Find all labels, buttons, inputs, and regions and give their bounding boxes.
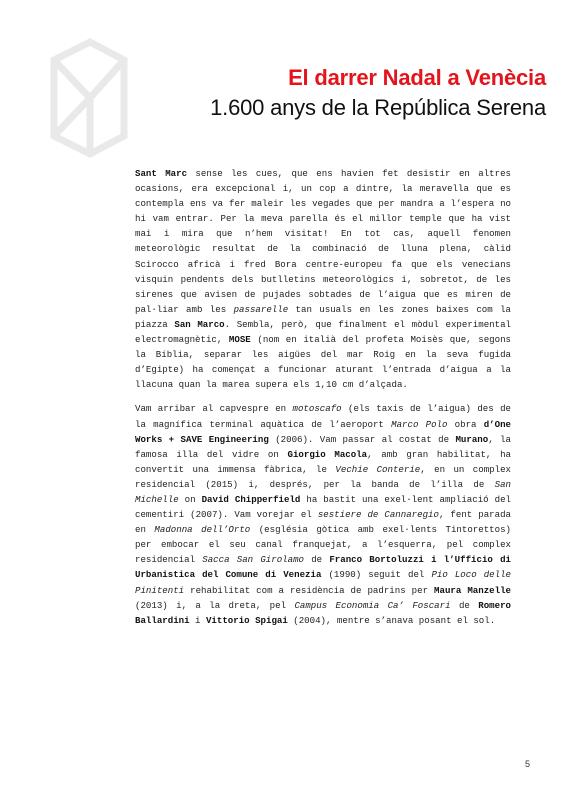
text-run: , la famosa illa del vidre on <box>135 433 511 460</box>
text-run: de <box>450 599 479 611</box>
text-run: (nom en italià del profeta Moisès que, segons la Bíblia, separar les aigües del mar Roig en la seva fugida d’Egipte) ha començat a funcionar aturant l’entrada d’aigua a la llacuna quan la marea supera els 1,10 cm d’alçada. <box>135 334 511 391</box>
bold-text: Murano <box>455 433 489 445</box>
logo-icon <box>50 38 128 163</box>
italic-text: motoscafo <box>292 403 342 415</box>
hexagon-logo-icon <box>50 38 128 158</box>
text-run: (2013) i, a la dreta, pel <box>135 599 295 611</box>
text-run: ha bastit una exel·lent ampliació del cementiri (2007). Vam vorejar el <box>135 493 511 521</box>
italic-text: passarelle <box>233 303 289 315</box>
bold-text: d’One Works + SAVE Engineering <box>135 418 511 445</box>
text-run: , amb gran habilitat, ha convertit una immensa fàbrica, le <box>135 448 511 475</box>
italic-text: Sacca San Girolamo <box>202 554 304 566</box>
text-run: on <box>178 493 202 505</box>
text-run: (2006). Vam passar al costat de <box>268 433 456 445</box>
article-body <box>135 166 511 637</box>
text-run: (església gòtica amb exel·lents Tintorettos) per embocar el seu canal franquejat, a l’esquerra, pel complex residencial <box>135 524 511 566</box>
text-run: . Sembla, però, que finalment el mòdul experimental electromagnètic, <box>135 318 511 346</box>
bold-text: David Chipperfield <box>201 493 301 505</box>
italic-text: Campus Economia Ca’ Foscari <box>294 599 451 611</box>
text-run: , en un complex residencial (2015) i, després, per la banda de l’illa de <box>135 463 512 490</box>
text-run: (1990) seguit del <box>321 569 432 581</box>
text-run: i <box>189 614 206 626</box>
bold-text: Vittorio Spigai <box>205 614 288 626</box>
italic-text: Madonna dell’Orto <box>154 524 251 536</box>
paragraph-2 <box>135 401 511 627</box>
bold-text: Giorgio Macola <box>287 448 368 460</box>
italic-text: Marco Polo <box>391 418 448 430</box>
italic-text: Pio Loco delle Pinitenti <box>135 569 512 596</box>
page-number: 5 <box>525 759 531 769</box>
bold-text: Romero Ballardini <box>135 599 511 626</box>
italic-text: San Michelle <box>135 478 511 505</box>
text-run: (els taxis de l’aigua) des de la magnífica terminal aquàtica de l’aeroport <box>135 403 511 430</box>
italic-text: Vechie Conterie <box>335 463 421 475</box>
text-run: sense les cues, que ens havien fet desistir en altres ocasions, era excepcional i, un cop a dintre, la meravella que es contempla ens va fer maleir les vegades que per mandra a l’espera no hi vam entrar. Per la meva parella és el millor temple que ha vist mai i mira que n’hem visitat! En tot cas, aquell fenomen meteorològic resultat de la combinació de lluna plena, càlid Scirocco africà i fred Bora centre-europeu fa que els venecians visquin pendents dels butlletins meteorològics i, sobretot, de les sirenes que avisen de pujades sobtades de l’aigua que es miren de pal·liar amb les <box>135 168 511 315</box>
bold-text: Franco Bortoluzzi i l’Ufficio di Urbanistica del Comune di Venezia <box>135 554 511 581</box>
text-run: , fent parada en <box>135 509 511 536</box>
bold-text: MOSE <box>228 334 251 346</box>
bold-text: Sant Marc <box>135 168 188 179</box>
text-run: obra <box>447 418 484 430</box>
text-run: Vam arribar al capvespre en <box>135 403 293 415</box>
bold-text: Maura Manzelle <box>434 584 511 596</box>
paragraph-1 <box>135 166 511 392</box>
page-subtitle: 1.600 anys de la República Serena <box>210 95 546 120</box>
text-run: de <box>304 554 330 566</box>
text-run: tan usuals en les zones baixes com la piazza <box>135 303 511 330</box>
italic-text: sestiere de Cannaregio <box>317 509 439 521</box>
bold-text: San Marco <box>174 318 225 330</box>
page-title: El darrer Nadal a Venècia <box>288 65 546 90</box>
text-run: (2004), mentre s’anava posant el sol. <box>287 614 496 626</box>
text-run: rehabilitat com a residència de padrins per <box>184 584 435 596</box>
